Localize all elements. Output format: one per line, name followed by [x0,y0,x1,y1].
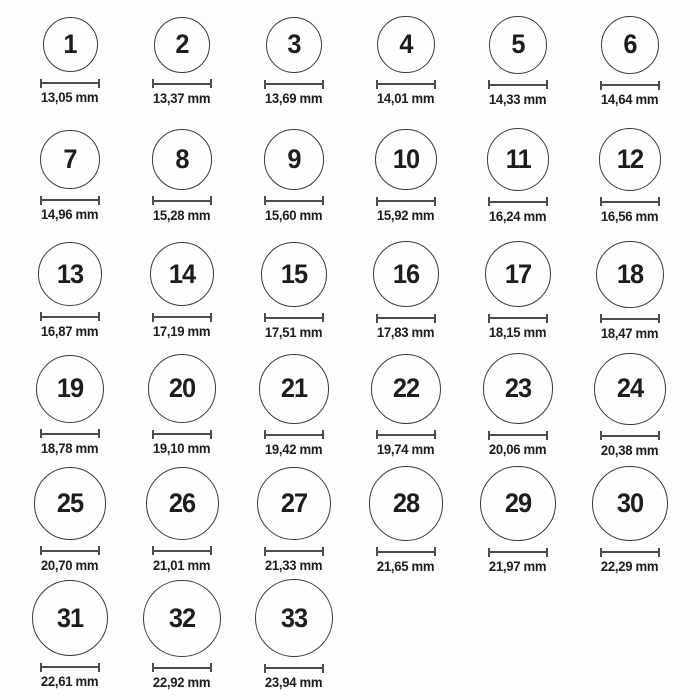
ruler-line [42,199,98,201]
diameter-ruler [488,313,548,323]
ring-size-cell-32 [126,577,238,692]
ruler-line [42,550,98,552]
ruler-line [378,434,434,436]
diameter-label: 18,47 mm [601,325,659,341]
diameter-label: 13,69 mm [265,91,323,107]
diameter-label: 19,42 mm [265,441,323,457]
ring-size-cell-4 [350,4,462,119]
ruler-line [154,550,210,552]
ruler-tick-right [434,430,436,439]
ring-circle [148,354,217,423]
ring-size-cell-26 [126,463,238,578]
ruler-tick-right [434,314,436,323]
ring-circle [371,354,441,424]
ruler-line [266,434,322,436]
ring-size-number: 14 [168,258,196,289]
ring-size-number: 6 [623,29,637,60]
ring-size-number: 18 [616,258,644,289]
ring-circle [143,580,220,657]
diameter-label: 20,38 mm [601,442,659,458]
diameter-ruler [40,662,100,672]
diameter-label: 22,92 mm [153,674,211,690]
ring-size-number: 3 [287,29,301,60]
ruler-tick-right [98,196,100,205]
ruler-tick-right [434,197,436,206]
ruler-line [42,666,98,668]
diameter-ruler [600,547,660,557]
ring-size-number: 17 [504,258,532,289]
ring-size-number: 29 [504,487,532,518]
ring-circle [259,354,328,423]
ring-size-cell-22 [350,348,462,463]
ring-size-cell-2 [126,4,238,119]
ruler-line [490,201,546,203]
ring-size-cell-20 [126,348,238,463]
diameter-ruler [488,430,548,440]
ring-circle [32,580,109,657]
ruler-tick-right [98,546,100,555]
diameter-label: 18,78 mm [41,440,99,456]
ruler-tick-right [546,431,548,440]
ring-size-number: 5 [511,29,525,60]
ring-circle [34,467,106,539]
ring-circle [377,16,434,73]
ruler-line [490,317,546,319]
ruler-line [602,318,658,320]
ring-circle [36,355,104,423]
ring-size-cell-31 [14,577,126,692]
diameter-ruler [600,197,660,207]
ruler-tick-right [546,548,548,557]
diameter-ruler [40,546,100,556]
diameter-ruler [152,663,212,673]
diameter-label: 14,01 mm [377,91,435,107]
ring-size-number: 26 [168,487,196,518]
diameter-label: 15,92 mm [377,208,435,224]
ring-size-cell-12 [574,119,686,234]
ring-size-cell-27 [238,463,350,578]
ring-size-cell-9 [238,119,350,234]
diameter-label: 13,37 mm [153,90,211,106]
ring-size-number: 19 [56,373,84,404]
diameter-ruler [264,313,324,323]
diameter-label: 15,28 mm [153,207,211,223]
diameter-ruler [152,79,212,89]
diameter-label: 19,10 mm [153,441,211,457]
ring-size-number: 9 [287,143,301,174]
ring-circle [150,242,214,306]
ruler-line [42,316,98,318]
ring-size-cell-7 [14,119,126,234]
diameter-ruler [264,546,324,556]
ring-circle [483,353,554,424]
ring-size-cell-1 [14,4,126,119]
ruler-tick-right [434,80,436,89]
ruler-tick-right [434,547,436,556]
ruler-line [490,84,546,86]
ring-size-number: 13 [56,258,84,289]
ruler-tick-right [210,430,212,439]
diameter-label: 16,87 mm [41,323,99,339]
diameter-label: 20,70 mm [41,557,99,573]
ruler-tick-right [98,79,100,88]
ring-size-cell-14 [126,233,238,348]
ruler-tick-right [658,197,660,206]
ruler-tick-right [98,429,100,438]
diameter-label: 14,33 mm [489,91,547,107]
diameter-label: 23,94 mm [265,675,323,691]
ring-size-number: 24 [616,373,644,404]
diameter-ruler [152,429,212,439]
ring-circle [373,241,439,307]
ruler-tick-right [98,663,100,672]
ring-size-cell-10 [350,119,462,234]
diameter-label: 21,33 mm [265,558,323,574]
diameter-label: 21,65 mm [377,558,435,574]
ring-size-number: 33 [280,602,308,633]
ring-circle [40,130,99,189]
ruler-tick-right [658,81,660,90]
ring-circle [485,241,552,308]
ruler-line [490,434,546,436]
ruler-tick-right [546,314,548,323]
diameter-ruler [600,80,660,90]
diameter-ruler [152,312,212,322]
diameter-ruler [264,663,324,673]
ruler-line [42,433,98,435]
diameter-label: 14,64 mm [601,92,659,108]
ruler-line [602,201,658,203]
ruler-line [490,551,546,553]
diameter-ruler [376,79,436,89]
ring-circle [38,242,102,306]
ruler-tick-right [210,313,212,322]
diameter-label: 17,51 mm [265,324,323,340]
ring-size-number: 32 [168,602,196,633]
ring-size-cell-25 [14,463,126,578]
ring-size-cell-15 [238,233,350,348]
ring-size-number: 11 [505,143,531,174]
ring-size-cell-18 [574,233,686,348]
diameter-label: 21,97 mm [489,559,547,575]
ruler-line [266,200,322,202]
ring-size-number: 15 [280,258,308,289]
ruler-line [602,84,658,86]
ring-size-number: 23 [504,373,532,404]
ring-circle [152,129,212,189]
ruler-line [154,433,210,435]
ring-size-cell-6 [574,4,686,119]
ring-circle [146,467,219,540]
ring-size-cell-30 [574,463,686,578]
ring-circle [257,467,331,541]
ruler-line [378,200,434,202]
ruler-line [378,83,434,85]
ring-size-number: 12 [616,143,644,174]
ruler-line [378,317,434,319]
ring-size-cell-23 [462,348,574,463]
ring-size-cell-28 [350,463,462,578]
ring-circle [489,16,547,74]
ruler-tick-right [658,314,660,323]
ring-size-number: 10 [392,143,420,174]
ring-circle [266,17,322,73]
ring-circle [601,16,660,75]
diameter-label: 20,06 mm [489,442,547,458]
ring-circle [154,17,210,73]
ring-size-cell-21 [238,348,350,463]
ruler-tick-right [210,196,212,205]
ring-size-cell-8 [126,119,238,234]
ruler-line [154,83,210,85]
ring-circle [599,128,662,191]
ring-circle [596,241,663,308]
ruler-line [602,551,658,553]
ring-circle [261,242,326,307]
ring-circle [255,579,333,657]
ruler-tick-right [658,431,660,440]
ruler-tick-right [322,80,324,89]
ring-size-number: 28 [392,487,420,518]
ring-size-number: 22 [392,373,420,404]
ring-size-cell-13 [14,233,126,348]
ruler-line [378,551,434,553]
ring-size-number: 2 [175,29,189,60]
ring-size-cell-24 [574,348,686,463]
diameter-ruler [264,430,324,440]
ruler-tick-right [210,546,212,555]
ring-size-cell-5 [462,4,574,119]
ruler-tick-right [546,80,548,89]
ring-size-number: 20 [168,373,196,404]
ring-size-number: 31 [56,602,84,633]
ring-size-cell-29 [462,463,574,578]
ring-size-cell-16 [350,233,462,348]
ring-circle [264,129,325,190]
diameter-ruler [264,196,324,206]
diameter-ruler [600,314,660,324]
diameter-ruler [40,78,100,88]
ruler-tick-right [658,548,660,557]
ring-circle [43,17,98,72]
ruler-line [42,82,98,84]
diameter-ruler [488,197,548,207]
ruler-line [154,316,210,318]
ruler-tick-right [322,430,324,439]
ring-circle [480,466,555,541]
ruler-tick-right [322,196,324,205]
ring-size-number: 21 [280,373,308,404]
ruler-line [154,667,210,669]
ruler-line [266,550,322,552]
ruler-line [266,667,322,669]
ruler-tick-right [210,79,212,88]
diameter-ruler [152,546,212,556]
diameter-label: 16,24 mm [489,208,547,224]
diameter-label: 14,96 mm [41,207,99,223]
ruler-line [602,435,658,437]
diameter-label: 22,29 mm [601,559,659,575]
ring-size-number: 8 [175,143,189,174]
diameter-ruler [600,431,660,441]
ruler-tick-right [98,312,100,321]
diameter-label: 18,15 mm [489,325,547,341]
diameter-ruler [376,196,436,206]
ruler-tick-right [322,664,324,673]
ring-size-number: 30 [616,487,644,518]
diameter-label: 22,61 mm [41,674,99,690]
ruler-tick-right [210,663,212,672]
diameter-ruler [264,79,324,89]
diameter-ruler [376,547,436,557]
ruler-line [266,317,322,319]
ring-circle [592,466,668,542]
diameter-label: 21,01 mm [153,557,211,573]
ruler-tick-right [322,313,324,322]
ruler-line [266,83,322,85]
diameter-ruler [376,430,436,440]
diameter-label: 19,74 mm [377,441,435,457]
ring-size-cell-19 [14,348,126,463]
diameter-ruler [488,80,548,90]
ring-size-number: 27 [280,487,308,518]
diameter-label: 17,19 mm [153,324,211,340]
ring-size-number: 4 [399,29,413,60]
diameter-ruler [40,195,100,205]
ring-size-cell-17 [462,233,574,348]
diameter-ruler [488,547,548,557]
diameter-label: 17,83 mm [377,325,435,341]
diameter-ruler [40,429,100,439]
ring-size-cell-11 [462,119,574,234]
ring-circle [487,128,549,190]
diameter-ruler [376,313,436,323]
ring-circle [594,353,666,425]
ring-circle [369,466,443,540]
ring-size-cell-3 [238,4,350,119]
diameter-ruler [40,312,100,322]
ruler-line [154,200,210,202]
ring-size-cell-33 [238,577,350,692]
diameter-label: 15,60 mm [265,207,323,223]
ring-size-number: 16 [392,258,420,289]
diameter-label: 16,56 mm [601,208,659,224]
ruler-tick-right [322,547,324,556]
ruler-tick-right [546,197,548,206]
ring-circle [375,129,436,190]
ring-size-number: 25 [56,487,84,518]
ring-size-number: 1 [63,29,77,60]
diameter-ruler [152,196,212,206]
diameter-label: 13,05 mm [41,90,99,106]
ring-size-number: 7 [63,143,77,174]
